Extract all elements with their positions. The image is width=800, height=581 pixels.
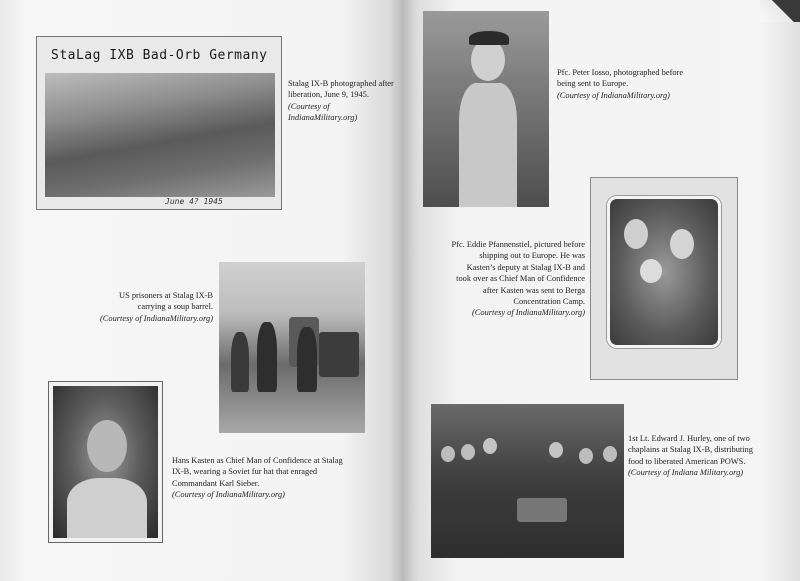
stalag-credit: (Courtesy of IndianaMilitary.org) [288,101,358,123]
prisoners-caption [96,290,213,324]
kasten-image [53,386,158,538]
prisoners-photo [219,262,365,433]
prisoners-credit: (Courtesy of IndianaMilitary.org) [100,313,213,323]
hurley-chaplain-photo [431,404,624,558]
iosso-caption-text: Pfc. Peter Iosso, photographed before being sent to Europe. [557,68,684,89]
figure [231,332,249,392]
iosso-credit: (Courtesy of IndianaMilitary.org) [557,90,670,100]
kasten-caption [172,455,352,501]
hurley-caption [628,433,768,479]
hurley-credit: (Courtesy of Indiana Military.org) [628,468,744,478]
wagon [319,332,359,377]
handwritten-title: StaLag IXB Bad-Orb Germany [51,48,268,63]
prisoners-caption-text: US prisoners at Stalag IX-B carrying a soup barrel. [119,291,213,312]
kasten-caption-text: Hans Kasten as Chief Man of Confidence at Stalag IX-B, wearing a Soviet fur hat that enraged Commandant Karl Sieber. [172,456,343,488]
aerial-view-image [45,73,275,197]
pfannenstiel-family-photo [590,177,738,380]
kasten-portrait-photo [48,381,163,543]
pfannenstiel-credit: (Courtesy of IndianaMilitary.org) [472,308,585,318]
kasten-credit: (Courtesy of IndianaMilitary.org) [172,490,285,500]
iosso-portrait-photo [423,11,549,207]
family-image [607,196,721,348]
stalag-caption [288,78,400,124]
pfannenstiel-caption-text: Pfc. Eddie Pfannenstiel, pictured before shipping out to Europe. He was Kasten’s deputy at Stalag IX-B and took over as Chief Man of Confidence after Kasten was sent to Berga Concentration Camp. [451,240,585,307]
pfannenstiel-caption [450,239,585,319]
iosso-caption [557,67,692,101]
handwritten-date: June 4? 1945 [165,197,223,206]
stalag-aerial-photo [36,36,282,210]
hurley-caption-text: 1st Lt. Edward J. Hurley, one of two chaplains at Stalag IX-B, distributing food to liberated American POWS. [628,434,753,466]
table [517,498,567,522]
figure [297,327,317,392]
stalag-caption-text: Stalag IX-B photographed after liberation, June 9, 1945. [288,79,394,100]
figure [257,322,277,392]
